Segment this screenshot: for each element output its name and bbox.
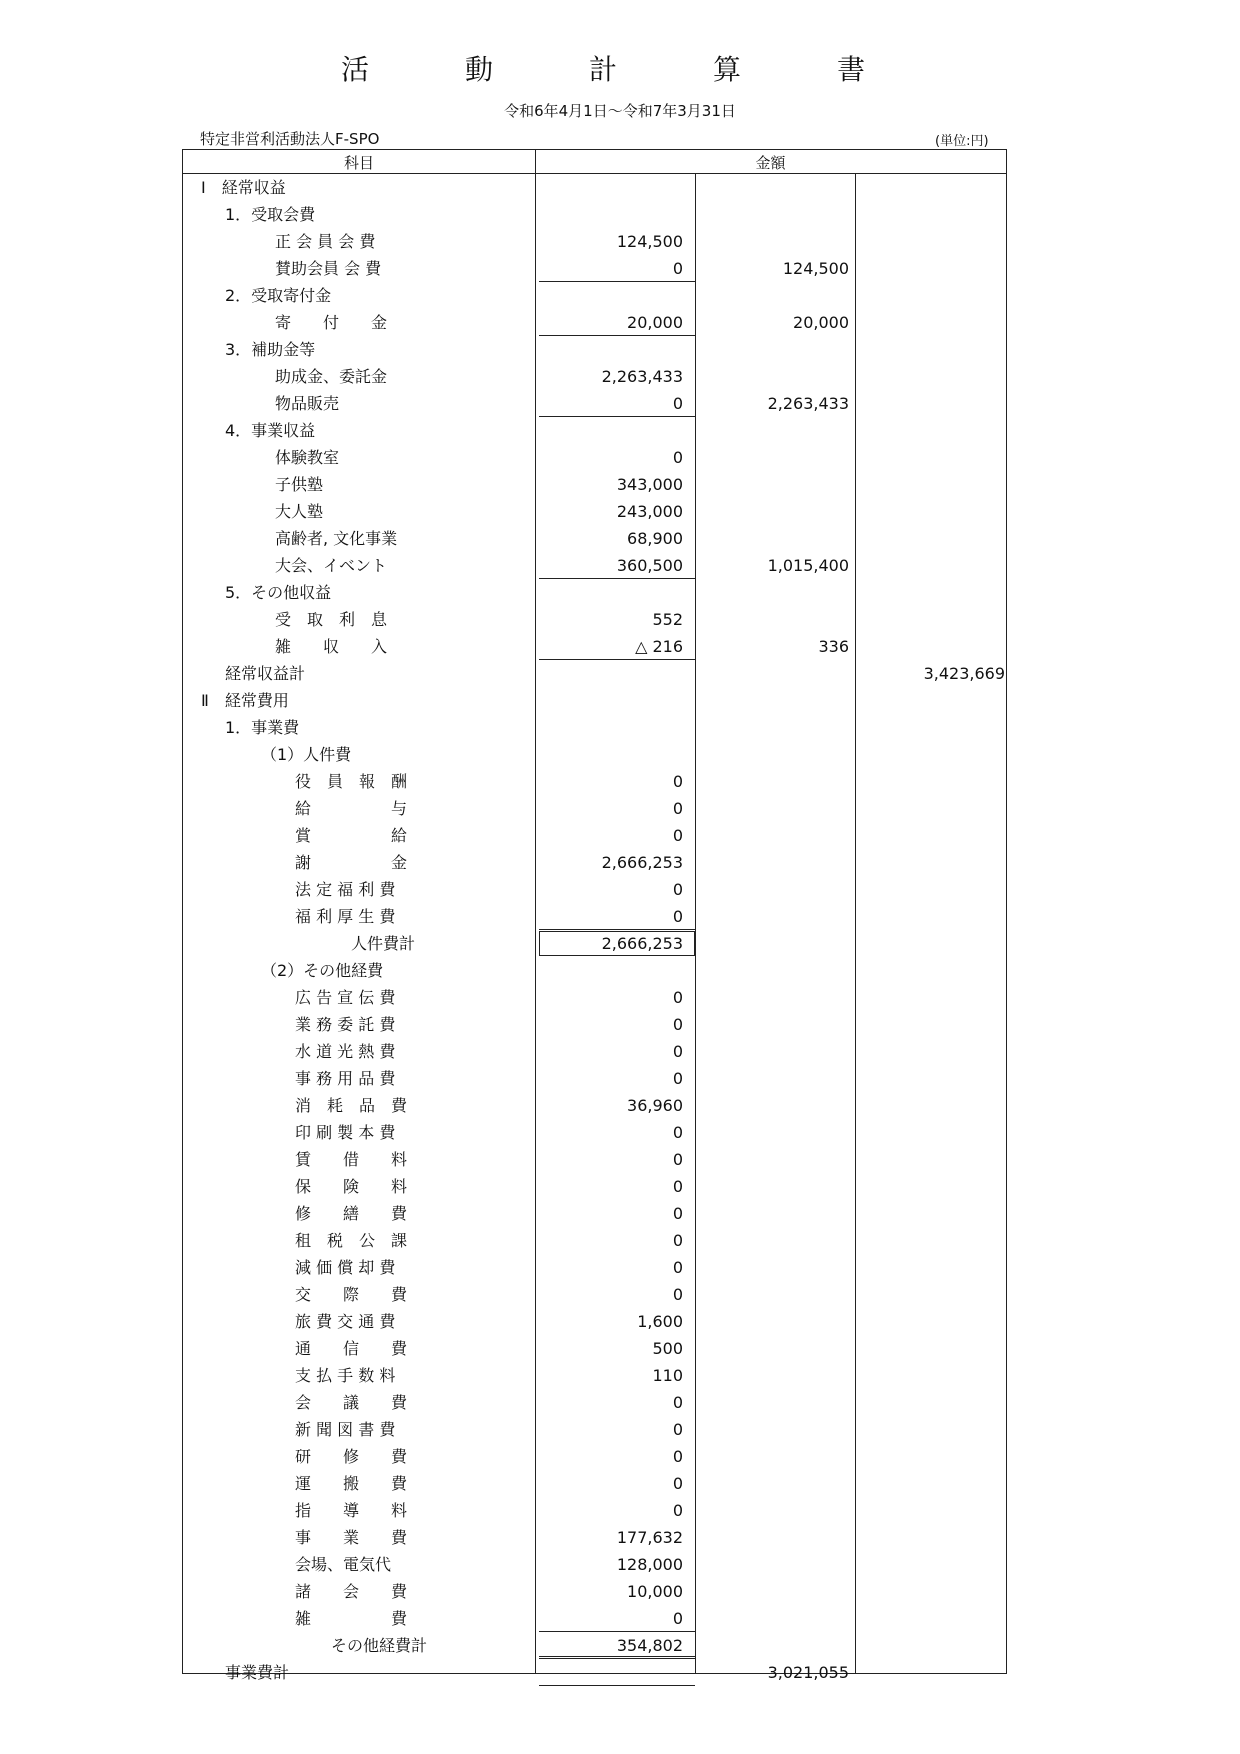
table-row xyxy=(183,579,1008,606)
row-label: 交 際 費 xyxy=(295,1285,408,1304)
amount-v1: 500 xyxy=(652,1339,683,1358)
subtotal-rule xyxy=(539,1685,695,1686)
amount-v1: 110 xyxy=(652,1366,683,1385)
fiscal-period: 令和6年4月1日～令和7年3月31日 xyxy=(504,102,736,120)
row-label: 謝 金 xyxy=(295,853,408,872)
table-row xyxy=(183,1362,1008,1389)
row-label: 運 搬 費 xyxy=(295,1474,408,1493)
table-row xyxy=(183,390,1008,417)
row-label: 1．受取会費 xyxy=(225,205,316,224)
row-label: その他経費計 xyxy=(331,1636,428,1655)
amount-v1: 0 xyxy=(672,1474,683,1493)
organization-name: 特定非営利活動法人F-SPO xyxy=(200,130,380,148)
table-row xyxy=(183,1443,1008,1470)
document-title: 活 動 計 算 書 xyxy=(340,53,899,86)
amount-v1: 36,960 xyxy=(627,1096,683,1115)
amount-v1: 360,500 xyxy=(616,556,683,575)
table-row xyxy=(183,984,1008,1011)
table-row xyxy=(183,660,1008,687)
row-label: 大人塾 xyxy=(275,502,324,521)
amount-v1: 0 xyxy=(672,1501,683,1520)
amount-v1: 0 xyxy=(672,1204,683,1223)
amount-v2: 1,015,400 xyxy=(767,556,849,575)
row-label: Ⅰ 経常収益 xyxy=(201,178,286,197)
row-label: 雑 収 入 xyxy=(275,637,388,656)
amount-v1: 2,666,253 xyxy=(601,934,683,953)
row-label: 4．事業収益 xyxy=(225,421,316,440)
amount-v1: 243,000 xyxy=(616,502,683,521)
table-row xyxy=(183,1119,1008,1146)
table-row xyxy=(183,1470,1008,1497)
row-label: 新 聞 図 書 費 xyxy=(295,1420,396,1439)
row-label: 諸 会 費 xyxy=(295,1582,408,1601)
table-row xyxy=(183,903,1008,930)
row-label: 雑 費 xyxy=(295,1609,408,1628)
row-label: 旅 費 交 通 費 xyxy=(295,1312,396,1331)
amount-v1: 0 xyxy=(672,1447,683,1466)
amount-v1: 0 xyxy=(672,1609,683,1628)
table-row xyxy=(183,957,1008,984)
table-row xyxy=(183,1497,1008,1524)
amount-v1: 0 xyxy=(672,448,683,467)
row-label: 租 税 公 課 xyxy=(295,1231,408,1250)
amount-v1: 0 xyxy=(672,988,683,1007)
table-row xyxy=(183,1146,1008,1173)
activity-statement-table xyxy=(182,149,1007,1682)
table-row xyxy=(183,714,1008,741)
table-row xyxy=(183,1335,1008,1362)
row-label: 研 修 費 xyxy=(295,1447,408,1466)
table-row xyxy=(183,1524,1008,1551)
table-row xyxy=(183,1551,1008,1578)
table-row xyxy=(183,1200,1008,1227)
row-label: Ⅱ 経常費用 xyxy=(201,691,289,710)
table-row xyxy=(183,1227,1008,1254)
amount-v2: 3,021,055 xyxy=(767,1663,849,1682)
amount-v1: 0 xyxy=(672,1177,683,1196)
table-row xyxy=(183,174,1008,201)
row-label: 大会、イベント xyxy=(275,556,388,575)
amount-v1: 354,802 xyxy=(616,1636,683,1655)
row-label: 保 険 料 xyxy=(295,1177,408,1196)
row-label: 賞 給 xyxy=(295,826,408,845)
row-label: 福 利 厚 生 費 xyxy=(295,907,396,926)
table-row xyxy=(183,525,1008,552)
row-label: （1）人件費 xyxy=(261,745,352,764)
amount-v1: 0 xyxy=(672,880,683,899)
row-label: 消 耗 品 費 xyxy=(295,1096,408,1115)
row-label: 広 告 宣 伝 費 xyxy=(295,988,396,1007)
row-label: 賃 借 料 xyxy=(295,1150,408,1169)
row-label: 子供塾 xyxy=(275,475,324,494)
table-row xyxy=(183,471,1008,498)
amount-v1: 0 xyxy=(672,799,683,818)
row-label: 体験教室 xyxy=(275,448,340,467)
amount-v1: 0 xyxy=(672,826,683,845)
amount-v1: 0 xyxy=(672,1285,683,1304)
table-row xyxy=(183,1173,1008,1200)
row-label: 法 定 福 利 費 xyxy=(295,880,396,899)
amount-v1: 128,000 xyxy=(616,1555,683,1574)
statement-rows xyxy=(183,174,1008,1686)
table-row xyxy=(183,1092,1008,1119)
row-label: 支 払 手 数 料 xyxy=(295,1366,396,1385)
row-label: 修 繕 費 xyxy=(295,1204,408,1223)
row-label: 指 導 料 xyxy=(295,1501,408,1520)
currency-unit: (単位:円) xyxy=(935,134,989,149)
row-label: （2）その他経費 xyxy=(261,961,384,980)
row-label: 通 信 費 xyxy=(295,1339,408,1358)
table-row xyxy=(183,822,1008,849)
table-row xyxy=(183,498,1008,525)
table-row xyxy=(183,687,1008,714)
amount-v1: 0 xyxy=(672,907,683,926)
row-label: 水 道 光 熱 費 xyxy=(295,1042,396,1061)
header-subject: 科目 xyxy=(343,154,374,172)
table-row xyxy=(183,1389,1008,1416)
row-label: 5．その他収益 xyxy=(225,583,332,602)
table-row xyxy=(183,876,1008,903)
row-label: 助成金、委託金 xyxy=(275,367,388,386)
table-row xyxy=(183,282,1008,309)
row-label: 役 員 報 酬 xyxy=(295,772,408,791)
table-row xyxy=(183,1254,1008,1281)
amount-v1: 343,000 xyxy=(616,475,683,494)
table-row xyxy=(183,201,1008,228)
amount-v1: 0 xyxy=(672,394,683,413)
row-label: 正 会 員 会 費 xyxy=(275,232,376,251)
row-label: 事 業 費 xyxy=(295,1528,408,1547)
table-row xyxy=(183,606,1008,633)
amount-v1: 68,900 xyxy=(627,529,683,548)
row-label: 事 務 用 品 費 xyxy=(295,1069,396,1088)
amount-v1: 2,666,253 xyxy=(601,853,683,872)
row-label: 賛助会員 会 費 xyxy=(275,259,382,278)
amount-v1: 177,632 xyxy=(616,1528,683,1547)
row-label: 2．受取寄付金 xyxy=(225,286,332,305)
row-label: 高齢者, 文化事業 xyxy=(275,529,398,548)
table-row xyxy=(183,741,1008,768)
table-row xyxy=(183,336,1008,363)
header-amount: 金額 xyxy=(755,154,786,172)
row-label: 寄 付 金 xyxy=(275,313,388,332)
table-row xyxy=(183,849,1008,876)
table-row xyxy=(183,1281,1008,1308)
row-label: 印 刷 製 本 費 xyxy=(295,1123,396,1142)
table-row xyxy=(183,795,1008,822)
amount-v1: 10,000 xyxy=(627,1582,683,1601)
table-row xyxy=(183,552,1008,579)
table-row xyxy=(183,1011,1008,1038)
amount-v1: 20,000 xyxy=(627,313,683,332)
row-label: 会 議 費 xyxy=(295,1393,408,1412)
table-row xyxy=(183,255,1008,282)
table-row xyxy=(183,417,1008,444)
table-row xyxy=(183,1659,1008,1686)
table-row xyxy=(183,1065,1008,1092)
amount-v2: 336 xyxy=(818,637,849,656)
row-label: 3．補助金等 xyxy=(225,340,316,359)
table-row xyxy=(183,768,1008,795)
amount-v1: 552 xyxy=(652,610,683,629)
row-label: 受 取 利 息 xyxy=(275,610,388,629)
row-label: 会場、電気代 xyxy=(295,1555,392,1574)
amount-v1: 1,600 xyxy=(637,1312,683,1331)
amount-v1: 0 xyxy=(672,1015,683,1034)
table-row xyxy=(183,1578,1008,1605)
row-label: 事業費計 xyxy=(225,1663,290,1682)
table-row xyxy=(183,633,1008,660)
table-row xyxy=(183,1416,1008,1443)
amount-v1: 0 xyxy=(672,259,683,278)
amount-v1: 0 xyxy=(672,1123,683,1142)
row-label: 経常収益計 xyxy=(225,664,306,683)
amount-v1: 124,500 xyxy=(616,232,683,251)
amount-v1: 0 xyxy=(672,1069,683,1088)
amount-v1: 0 xyxy=(672,1393,683,1412)
amount-v2: 2,263,433 xyxy=(767,394,849,413)
amount-v2: 124,500 xyxy=(782,259,849,278)
table-row xyxy=(183,363,1008,390)
amount-v1: 0 xyxy=(672,772,683,791)
amount-v3: 3,423,669 xyxy=(923,664,1005,683)
amount-v1: 0 xyxy=(672,1150,683,1169)
row-label: 1．事業費 xyxy=(225,718,300,737)
table-row xyxy=(183,930,1008,957)
table-row xyxy=(183,1605,1008,1632)
row-label: 給 与 xyxy=(295,799,408,818)
amount-v1: 0 xyxy=(672,1258,683,1277)
table-row xyxy=(183,309,1008,336)
table-row xyxy=(183,1308,1008,1335)
row-label: 減 価 償 却 費 xyxy=(295,1258,396,1277)
table-row xyxy=(183,1632,1008,1659)
table-row xyxy=(183,228,1008,255)
amount-v1: 0 xyxy=(672,1231,683,1250)
amount-v1: 2,263,433 xyxy=(601,367,683,386)
table-row xyxy=(183,444,1008,471)
amount-v1: 0 xyxy=(672,1042,683,1061)
amount-v2: 20,000 xyxy=(793,313,849,332)
amount-v1: 0 xyxy=(672,1420,683,1439)
table-row xyxy=(183,1038,1008,1065)
row-label: 業 務 委 託 費 xyxy=(295,1015,396,1034)
row-label: 物品販売 xyxy=(275,394,340,413)
amount-v1: △ 216 xyxy=(635,637,683,656)
row-label: 人件費計 xyxy=(351,934,416,953)
